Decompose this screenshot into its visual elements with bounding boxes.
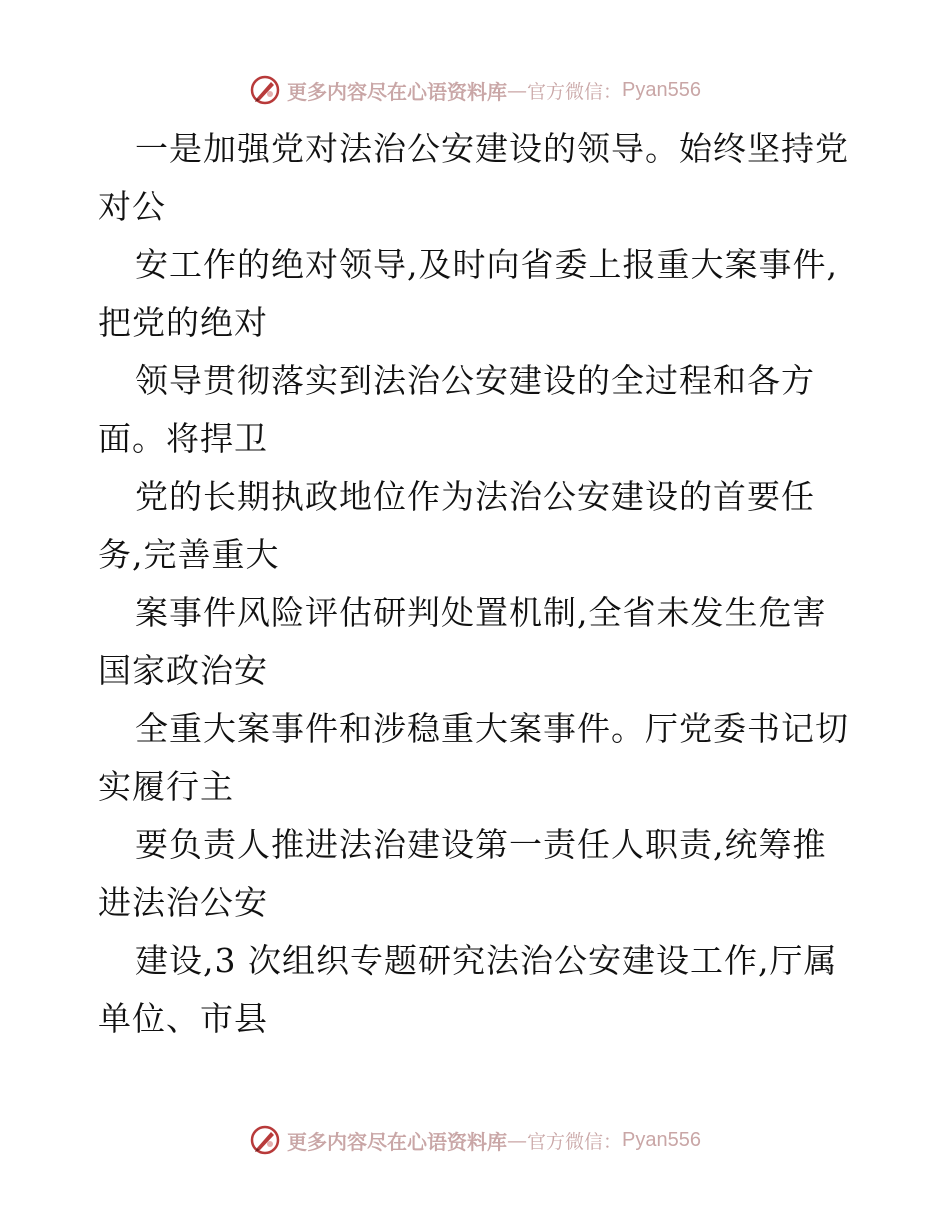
paragraph-line (98, 816, 858, 932)
paragraph-line (98, 932, 858, 1048)
line-continuation: 把党的绝对 (98, 303, 268, 342)
line-first: 一是加强党对法治公安建设的领导。始终坚持党 (135, 129, 849, 168)
line-first: 要负责人推进法治建设第一责任人职责,统筹推 (135, 825, 827, 864)
watermark-site-text: 更多内容尽在心语资料库 (287, 79, 507, 104)
watermark-label: 官方微信： (527, 80, 623, 103)
watermark-site-text: 更多内容尽在心语资料库 (287, 1129, 507, 1154)
line-continuation: 实履行主 (98, 767, 234, 806)
watermark-separator: — (507, 78, 527, 102)
line-continuation: 国家政治安 (98, 651, 268, 690)
paragraph-line (98, 700, 858, 816)
quill-pen-logo-icon (249, 74, 281, 106)
line-first: 案事件风险评估研判处置机制,全省未发生危害 (135, 593, 827, 632)
line-continuation: 进法治公安 (98, 883, 268, 922)
paragraph-line (98, 352, 858, 468)
footer-watermark (0, 1120, 950, 1160)
paragraph-line (98, 236, 858, 352)
line-first: 建设,3 次组织专题研究法治公安建设工作,厅属 (135, 941, 838, 980)
paragraph-line (98, 468, 858, 584)
line-continuation: 对公 (98, 187, 166, 226)
watermark-label: 官方微信： (527, 1130, 623, 1153)
line-first: 安工作的绝对领导,及时向省委上报重大案事件, (135, 245, 838, 284)
line-first: 党的长期执政地位作为法治公安建设的首要任 (135, 477, 815, 516)
header-watermark (0, 70, 950, 110)
paragraph-line (98, 584, 858, 700)
line-continuation: 面。将捍卫 (98, 419, 268, 458)
line-continuation: 单位、市县 (98, 999, 268, 1038)
line-continuation: 务,完善重大 (98, 535, 280, 574)
watermark-account-id: Pyan556 (622, 1128, 701, 1151)
quill-pen-logo-icon (249, 1124, 281, 1156)
paragraph-line (98, 120, 858, 236)
document-body (98, 120, 858, 1048)
watermark-separator: — (507, 1128, 527, 1152)
line-first: 全重大案事件和涉稳重大案事件。厅党委书记切 (135, 709, 849, 748)
watermark-account-id: Pyan556 (622, 78, 701, 101)
line-first: 领导贯彻落实到法治公安建设的全过程和各方 (135, 361, 815, 400)
